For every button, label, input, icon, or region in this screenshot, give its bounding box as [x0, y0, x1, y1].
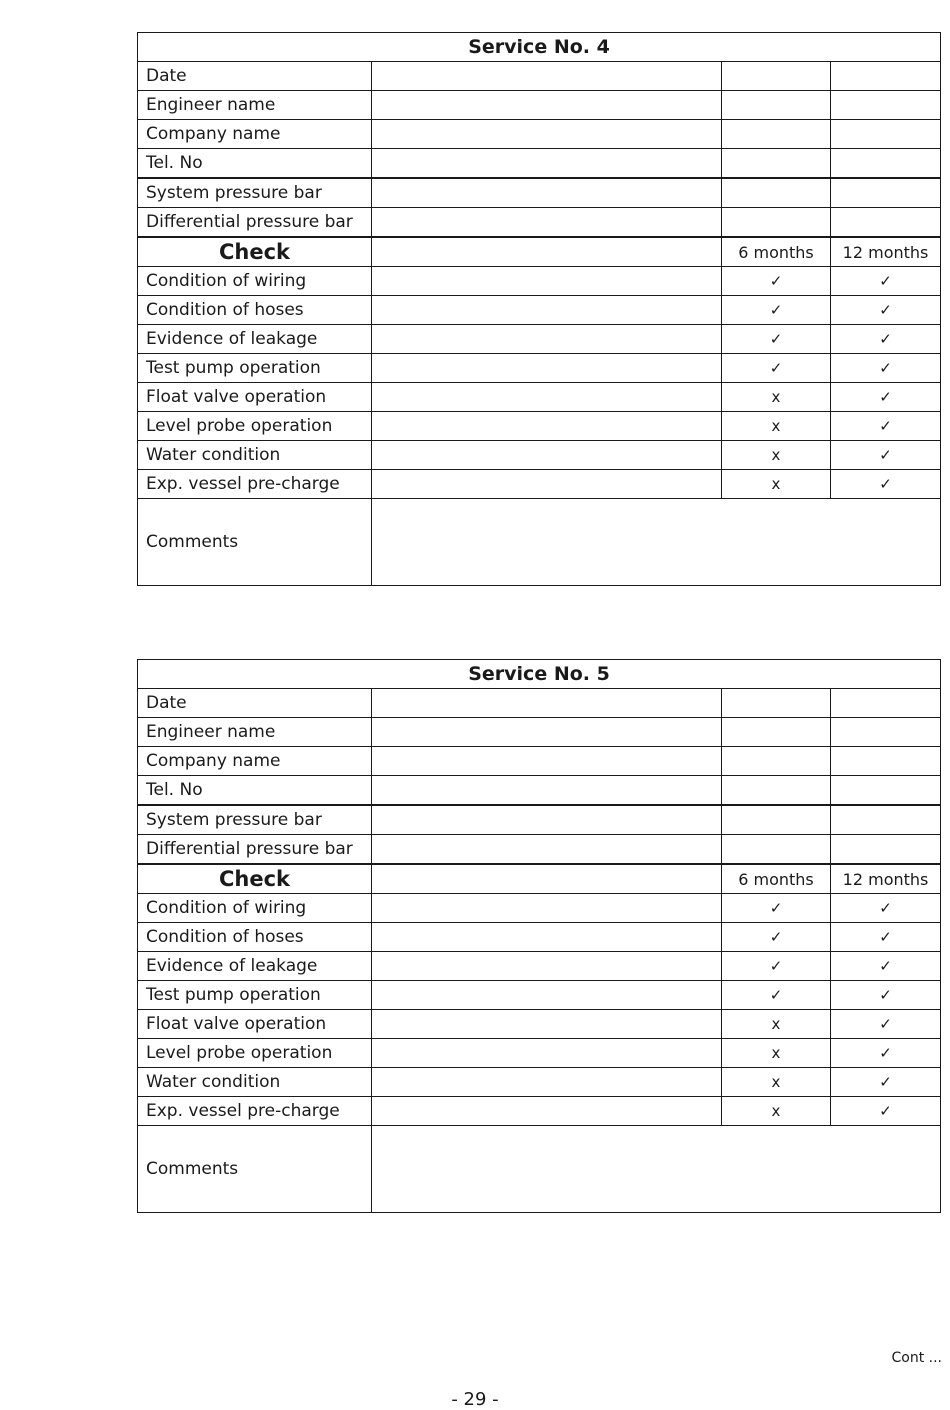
service-title: Service No. 4 [138, 33, 941, 62]
check-12m-mark: ✓ [831, 894, 941, 923]
service-title: Service No. 5 [138, 660, 941, 689]
check-notes-field[interactable] [372, 1068, 722, 1097]
check-6m-mark: x [722, 441, 831, 470]
check-12m-mark: ✓ [831, 267, 941, 296]
check-notes-field[interactable] [372, 383, 722, 412]
service-table-4 [137, 32, 941, 586]
check-6m-mark: x [722, 1010, 831, 1039]
check-6m-mark: x [722, 470, 831, 499]
check-6m-mark: ✓ [722, 296, 831, 325]
engineer-name-field[interactable] [372, 91, 722, 120]
column-12-months: 12 months [831, 237, 941, 267]
differential-pressure-field[interactable] [372, 835, 722, 865]
differential-pressure-field-6m[interactable] [722, 208, 831, 238]
check-notes-field[interactable] [372, 354, 722, 383]
check-notes-field[interactable] [372, 981, 722, 1010]
check-12m-mark: ✓ [831, 923, 941, 952]
tel-field-6m[interactable] [722, 149, 831, 179]
check-notes-field[interactable] [372, 267, 722, 296]
check-notes-field[interactable] [372, 1039, 722, 1068]
check-12m-mark: ✓ [831, 1097, 941, 1126]
check-12m-mark: ✓ [831, 354, 941, 383]
page-number: - 29 - [451, 1389, 499, 1410]
date-field[interactable] [372, 689, 722, 718]
check-12m-mark: ✓ [831, 1039, 941, 1068]
check-notes-field[interactable] [372, 470, 722, 499]
continued-note: Cont ... [891, 1350, 942, 1366]
check-notes-field[interactable] [372, 325, 722, 354]
check-notes-field[interactable] [372, 412, 722, 441]
check-label: Float valve operation [138, 383, 372, 412]
check-label: Condition of wiring [138, 894, 372, 923]
engineer-name-field-6m[interactable] [722, 718, 831, 747]
check-6m-mark: ✓ [722, 325, 831, 354]
check-label: Water condition [138, 1068, 372, 1097]
check-6m-mark: ✓ [722, 952, 831, 981]
info-label-tel: Tel. No [138, 776, 372, 806]
check-header-blank [372, 864, 722, 894]
check-12m-mark: ✓ [831, 470, 941, 499]
check-6m-mark: x [722, 1039, 831, 1068]
check-6m-mark: x [722, 412, 831, 441]
check-label: Condition of wiring [138, 267, 372, 296]
check-6m-mark: ✓ [722, 894, 831, 923]
info-label-tel: Tel. No [138, 149, 372, 179]
check-6m-mark: ✓ [722, 923, 831, 952]
comments-field[interactable] [372, 1126, 941, 1213]
check-notes-field[interactable] [372, 1097, 722, 1126]
check-12m-mark: ✓ [831, 981, 941, 1010]
differential-pressure-field[interactable] [372, 208, 722, 238]
check-6m-mark: x [722, 1068, 831, 1097]
comments-field[interactable] [372, 499, 941, 586]
differential-pressure-field-12m[interactable] [831, 835, 941, 865]
check-12m-mark: ✓ [831, 1010, 941, 1039]
info-label-date: Date [138, 62, 372, 91]
date-field-12m[interactable] [831, 689, 941, 718]
system-pressure-field-6m[interactable] [722, 178, 831, 208]
engineer-name-field-6m[interactable] [722, 91, 831, 120]
check-label: Condition of hoses [138, 296, 372, 325]
info-label-engineer: Engineer name [138, 91, 372, 120]
info-label-company: Company name [138, 747, 372, 776]
system-pressure-field-12m[interactable] [831, 805, 941, 835]
comments-label: Comments [138, 499, 372, 586]
tel-field[interactable] [372, 149, 722, 179]
date-field-12m[interactable] [831, 62, 941, 91]
system-pressure-field[interactable] [372, 805, 722, 835]
check-header: Check [138, 237, 372, 267]
column-6-months: 6 months [722, 237, 831, 267]
check-label: Water condition [138, 441, 372, 470]
check-label: Exp. vessel pre-charge [138, 1097, 372, 1126]
check-notes-field[interactable] [372, 1010, 722, 1039]
info-label-differential-pressure: Differential pressure bar [138, 835, 372, 865]
tel-field-12m[interactable] [831, 776, 941, 806]
date-field-6m[interactable] [722, 62, 831, 91]
check-notes-field[interactable] [372, 952, 722, 981]
info-label-date: Date [138, 689, 372, 718]
check-12m-mark: ✓ [831, 383, 941, 412]
engineer-name-field[interactable] [372, 718, 722, 747]
check-6m-mark: x [722, 1097, 831, 1126]
differential-pressure-field-12m[interactable] [831, 208, 941, 238]
tel-field-12m[interactable] [831, 149, 941, 179]
system-pressure-field[interactable] [372, 178, 722, 208]
company-name-field-6m[interactable] [722, 120, 831, 149]
check-header: Check [138, 864, 372, 894]
column-6-months: 6 months [722, 864, 831, 894]
check-notes-field[interactable] [372, 296, 722, 325]
check-header-blank [372, 237, 722, 267]
check-label: Condition of hoses [138, 923, 372, 952]
company-name-field-12m[interactable] [831, 747, 941, 776]
check-label: Exp. vessel pre-charge [138, 470, 372, 499]
check-12m-mark: ✓ [831, 412, 941, 441]
info-label-system-pressure: System pressure bar [138, 805, 372, 835]
check-6m-mark: x [722, 383, 831, 412]
system-pressure-field-6m[interactable] [722, 805, 831, 835]
check-label: Test pump operation [138, 354, 372, 383]
check-label: Evidence of leakage [138, 325, 372, 354]
date-field-6m[interactable] [722, 689, 831, 718]
check-label: Float valve operation [138, 1010, 372, 1039]
system-pressure-field-12m[interactable] [831, 178, 941, 208]
check-notes-field[interactable] [372, 894, 722, 923]
check-12m-mark: ✓ [831, 952, 941, 981]
check-label: Level probe operation [138, 412, 372, 441]
check-label: Evidence of leakage [138, 952, 372, 981]
company-name-field-6m[interactable] [722, 747, 831, 776]
company-name-field[interactable] [372, 120, 722, 149]
differential-pressure-field-6m[interactable] [722, 835, 831, 865]
engineer-name-field-12m[interactable] [831, 91, 941, 120]
comments-label: Comments [138, 1126, 372, 1213]
company-name-field[interactable] [372, 747, 722, 776]
check-12m-mark: ✓ [831, 441, 941, 470]
check-notes-field[interactable] [372, 441, 722, 470]
engineer-name-field-12m[interactable] [831, 718, 941, 747]
check-6m-mark: ✓ [722, 981, 831, 1010]
info-label-differential-pressure: Differential pressure bar [138, 208, 372, 238]
check-label: Test pump operation [138, 981, 372, 1010]
info-label-company: Company name [138, 120, 372, 149]
check-12m-mark: ✓ [831, 325, 941, 354]
tel-field-6m[interactable] [722, 776, 831, 806]
info-label-system-pressure: System pressure bar [138, 178, 372, 208]
date-field[interactable] [372, 62, 722, 91]
info-label-engineer: Engineer name [138, 718, 372, 747]
tel-field[interactable] [372, 776, 722, 806]
column-12-months: 12 months [831, 864, 941, 894]
check-notes-field[interactable] [372, 923, 722, 952]
check-12m-mark: ✓ [831, 296, 941, 325]
company-name-field-12m[interactable] [831, 120, 941, 149]
check-12m-mark: ✓ [831, 1068, 941, 1097]
check-6m-mark: ✓ [722, 267, 831, 296]
check-6m-mark: ✓ [722, 354, 831, 383]
check-label: Level probe operation [138, 1039, 372, 1068]
service-table-5 [137, 659, 941, 1213]
